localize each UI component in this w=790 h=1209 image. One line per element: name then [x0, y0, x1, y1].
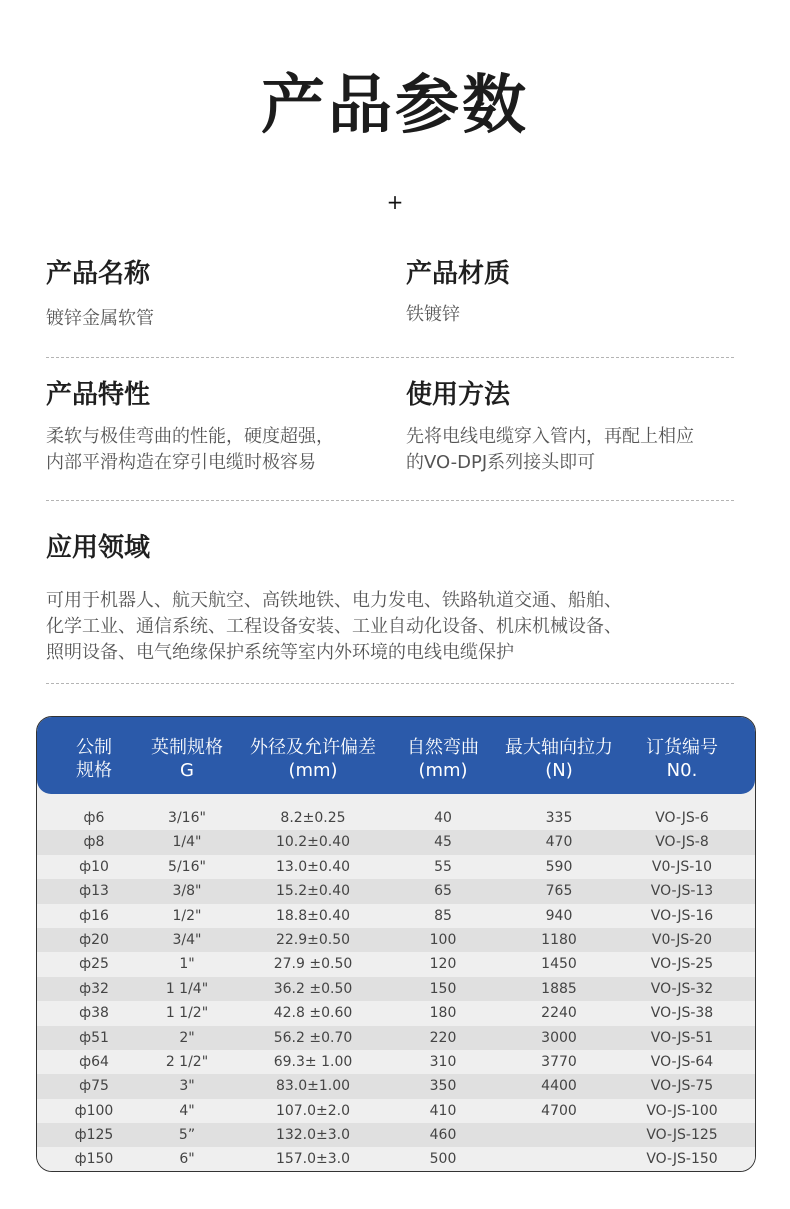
bend-radius-cell: 40: [434, 810, 452, 826]
bend-radius-cell: 500: [429, 1151, 457, 1168]
outer-diameter-cell: 56.2 ±0.70: [273, 1029, 353, 1046]
outer-diameter-cell: 13.0±0.40: [275, 858, 351, 875]
order-number-cell: VO-JS-25: [650, 956, 714, 973]
tensile-cell: 940: [545, 907, 573, 924]
tensile-cell: 3000: [541, 1029, 577, 1046]
imperial-size-cell: 3/4": [172, 931, 202, 948]
tensile-cell: [495, 1147, 623, 1171]
application-text: [46, 588, 622, 666]
imperial-size-cell: 2 1/2": [165, 1053, 209, 1070]
tensile-cell: 1180: [541, 931, 577, 948]
metric-size-cell: ф8: [83, 834, 105, 851]
outer-diameter-cell: 42.8 ±0.60: [273, 1005, 353, 1022]
bend-radius-cell: 45: [434, 834, 452, 851]
column-header-bend: 自然弯曲 (mm): [407, 737, 479, 781]
table-row: [37, 1001, 755, 1025]
table-row: [37, 928, 755, 952]
bend-radius-cell: 85: [434, 907, 452, 924]
imperial-size-cell: 1 1/4": [165, 980, 209, 997]
imperial-size-cell: 1/2": [172, 907, 202, 924]
bend-radius-cell: 65: [434, 883, 452, 900]
page-title: 产品参数: [261, 69, 529, 143]
table-row: [37, 977, 755, 1001]
metric-size-cell: ф125: [74, 1127, 114, 1144]
table-row: [37, 904, 755, 928]
order-number-cell: VO-JS-8: [655, 834, 709, 851]
table-row: [37, 1147, 755, 1171]
table-row: [37, 1050, 755, 1074]
order-number-cell: VO-JS-150: [646, 1151, 718, 1168]
table-row: [37, 830, 755, 854]
imperial-size-cell: 3/8": [172, 883, 202, 900]
column-header-order-no: 订货编号 N0.: [646, 737, 718, 781]
outer-diameter-cell: 27.9 ±0.50: [273, 956, 353, 973]
spec-table: [36, 716, 756, 1172]
metric-size-cell: ф100: [74, 1102, 114, 1119]
metric-size-cell: ф16: [79, 907, 109, 924]
usage-text: [406, 424, 694, 476]
outer-diameter-cell: 83.0±1.00: [275, 1078, 351, 1095]
product-feature-text: [46, 424, 334, 476]
tensile-cell: 2240: [541, 1005, 577, 1022]
table-body: [37, 806, 755, 1172]
order-number-cell: VO-JS-32: [650, 980, 714, 997]
metric-size-cell: ф64: [79, 1053, 109, 1070]
outer-diameter-cell: 107.0±2.0: [275, 1102, 351, 1119]
tensile-cell: 1450: [541, 956, 577, 973]
outer-diameter-cell: 18.8±0.40: [275, 907, 351, 924]
metric-size-cell: ф150: [74, 1151, 114, 1168]
imperial-size-cell: 5”: [178, 1127, 196, 1144]
metric-size-cell: ф51: [79, 1029, 109, 1046]
usage-heading: 使用方法: [406, 380, 511, 410]
tensile-cell: 470: [545, 834, 573, 851]
bend-radius-cell: 180: [429, 1005, 457, 1022]
bend-radius-cell: 220: [429, 1029, 457, 1046]
product-feature-heading: 产品特性: [46, 380, 151, 410]
column-header-metric: 公制 规格: [76, 737, 112, 781]
usage-line: 先将电线电缆穿入管内，再配上相应: [406, 426, 694, 447]
outer-diameter-cell: 36.2 ±0.50: [273, 980, 353, 997]
bend-radius-cell: 310: [429, 1053, 457, 1070]
outer-diameter-cell: 8.2±0.25: [280, 810, 346, 826]
imperial-size-cell: 3/16": [168, 810, 206, 826]
tensile-cell: 3770: [541, 1053, 577, 1070]
imperial-size-cell: 1 1/2": [165, 1005, 209, 1022]
order-number-cell: VO-JS-38: [650, 1005, 714, 1022]
table-header: [37, 717, 755, 794]
tensile-cell: 335: [545, 810, 573, 826]
divider: [46, 500, 734, 501]
order-number-cell: V0-JS-10: [651, 858, 713, 875]
plus-icon: +: [386, 190, 404, 214]
product-material-value: 铁镀锌: [406, 304, 460, 325]
table-row: [37, 879, 755, 903]
tensile-cell: [495, 1123, 623, 1147]
outer-diameter-cell: 132.0±3.0: [275, 1127, 351, 1144]
product-material-heading: 产品材质: [406, 259, 511, 289]
order-number-cell: VO-JS-16: [650, 907, 714, 924]
metric-size-cell: ф6: [83, 810, 105, 826]
order-number-cell: VO-JS-100: [646, 1102, 718, 1119]
order-number-cell: V0-JS-20: [651, 931, 713, 948]
column-header-outer-diameter: 外径及允许偏差 (mm): [250, 737, 376, 781]
feature-line: 内部平滑构造在穿引电缆时极容易: [46, 452, 316, 473]
bend-radius-cell: 350: [429, 1078, 457, 1095]
order-number-cell: VO-JS-64: [650, 1053, 714, 1070]
metric-size-cell: ф10: [79, 858, 109, 875]
tensile-cell: 590: [545, 858, 573, 875]
imperial-size-cell: 6": [179, 1151, 195, 1168]
metric-size-cell: ф25: [79, 956, 109, 973]
column-header-tensile: 最大轴向拉力 (N): [505, 737, 613, 781]
metric-size-cell: ф13: [79, 883, 109, 900]
table-row: [37, 806, 755, 830]
outer-diameter-cell: 22.9±0.50: [275, 931, 351, 948]
bend-radius-cell: 55: [434, 858, 452, 875]
divider: [46, 683, 734, 684]
metric-size-cell: ф75: [79, 1078, 109, 1095]
metric-size-cell: ф38: [79, 1005, 109, 1022]
bend-radius-cell: 100: [429, 931, 457, 948]
order-number-cell: VO-JS-6: [655, 810, 709, 826]
imperial-size-cell: 5/16": [168, 858, 206, 875]
tensile-cell: 4400: [541, 1078, 577, 1095]
metric-size-cell: ф32: [79, 980, 109, 997]
order-number-cell: VO-JS-75: [650, 1078, 714, 1095]
table-row: [37, 1074, 755, 1098]
tensile-cell: 4700: [541, 1102, 577, 1119]
usage-line: 的VO-DPJ系列接头即可: [406, 452, 596, 473]
application-line: 照明设备、电气绝缘保护系统等室内外环境的电线电缆保护: [46, 642, 514, 663]
imperial-size-cell: 2": [179, 1029, 195, 1046]
table-row: [37, 1026, 755, 1050]
outer-diameter-cell: 157.0±3.0: [275, 1151, 351, 1168]
table-row: [37, 1099, 755, 1123]
column-header-imperial: 英制规格 G: [151, 737, 223, 781]
bend-radius-cell: 460: [429, 1127, 457, 1144]
outer-diameter-cell: 15.2±0.40: [275, 883, 351, 900]
application-heading: 应用领域: [46, 533, 151, 563]
divider: [46, 357, 734, 358]
bend-radius-cell: 120: [429, 956, 457, 973]
outer-diameter-cell: 10.2±0.40: [275, 834, 351, 851]
application-line: 可用于机器人、航天航空、高铁地铁、电力发电、铁路轨道交通、船舶、: [46, 590, 622, 611]
metric-size-cell: ф20: [79, 931, 109, 948]
imperial-size-cell: 1": [179, 956, 195, 973]
imperial-size-cell: 1/4": [172, 834, 202, 851]
application-line: 化学工业、通信系统、工程设备安装、工业自动化设备、机床机械设备、: [46, 616, 622, 637]
bend-radius-cell: 410: [429, 1102, 457, 1119]
order-number-cell: VO-JS-51: [650, 1029, 714, 1046]
outer-diameter-cell: 69.3± 1.00: [273, 1053, 353, 1070]
table-row: [37, 952, 755, 976]
tensile-cell: 1885: [541, 980, 577, 997]
product-name-value: 镀锌金属软管: [46, 308, 154, 329]
table-row: [37, 1123, 755, 1147]
order-number-cell: VO-JS-13: [650, 883, 714, 900]
imperial-size-cell: 4": [179, 1102, 195, 1119]
imperial-size-cell: 3": [179, 1078, 195, 1095]
order-number-cell: VO-JS-125: [646, 1127, 718, 1144]
product-name-heading: 产品名称: [46, 259, 151, 289]
tensile-cell: 765: [545, 883, 573, 900]
table-row: [37, 855, 755, 879]
bend-radius-cell: 150: [429, 980, 457, 997]
feature-line: 柔软与极佳弯曲的性能，硬度超强，: [46, 426, 334, 447]
